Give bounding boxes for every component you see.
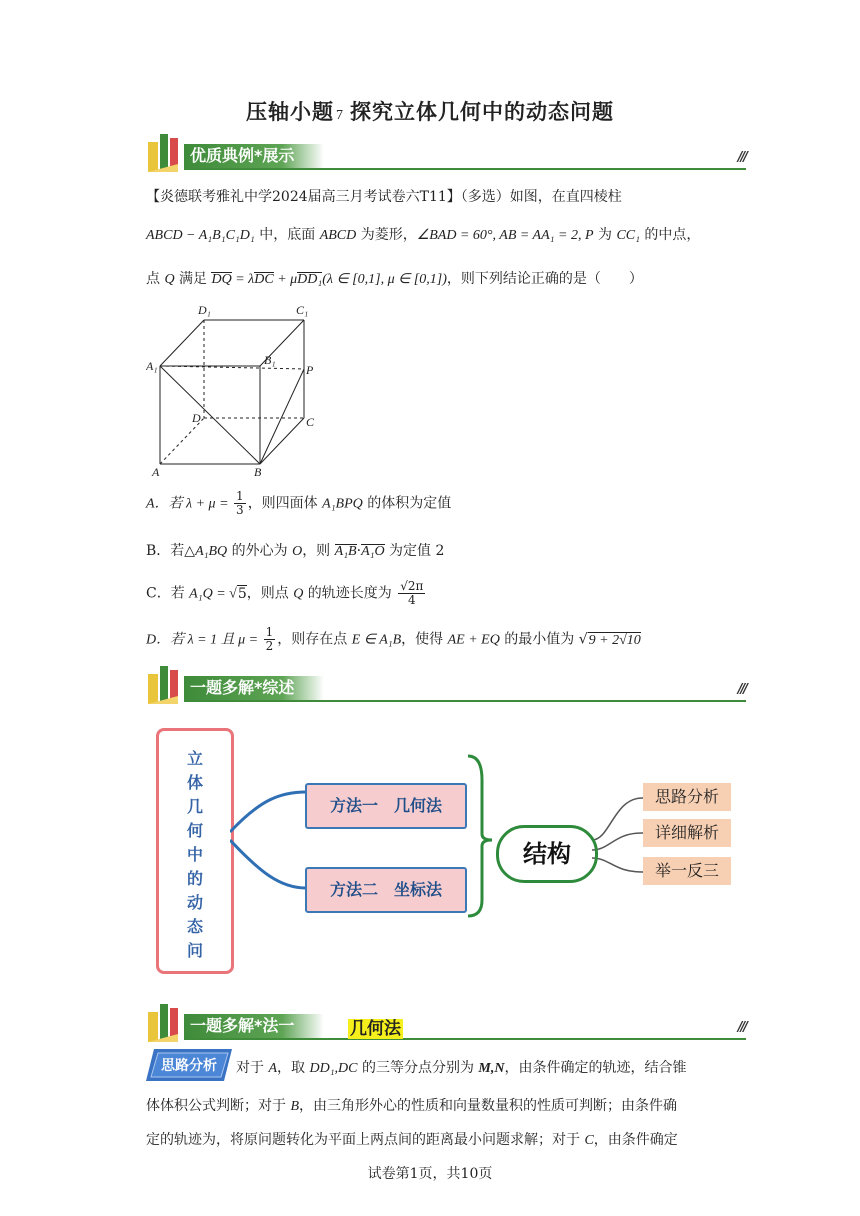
banner-label: 一题多解*法一: [184, 1014, 324, 1038]
label-d: D: [192, 411, 201, 425]
text: D．若 λ = 1 且 μ =: [146, 632, 262, 648]
math: O: [292, 544, 303, 559]
title-prefix: 压轴小题: [246, 100, 334, 124]
text: 为菱形，: [356, 227, 417, 243]
section-banner-example: [146, 132, 746, 174]
topic-char: 体: [186, 773, 203, 792]
label-b: B: [254, 465, 262, 479]
math-q: Q: [164, 272, 175, 287]
vector-dc: DC: [254, 272, 274, 287]
banner-slash: ///: [737, 150, 746, 165]
method-one-box: 方法一 几何法: [305, 783, 467, 829]
text: 对于: [236, 1060, 269, 1076]
option-b: [146, 540, 746, 560]
analysis-tag: 思路分析: [161, 1058, 217, 1074]
prism-figure: [146, 300, 326, 480]
section-banner-method1: [146, 1002, 746, 1044]
math: AE + EQ: [447, 632, 500, 648]
vector-dd1: DD₁: [297, 272, 323, 287]
text: ，由条件确定: [593, 1132, 678, 1148]
mindmap-center: 结构: [496, 825, 598, 883]
math-conditions: ∠BAD = 60°, AB = AA₁ = 2, P: [416, 228, 594, 243]
math: + μ: [273, 272, 298, 287]
problem-source-text: 【炎德联考雅礼中学2024届高三月考试卷六T11】（多选）如图，在直四棱柱: [146, 189, 622, 205]
label-p: P: [306, 363, 314, 377]
topic-char: 的: [186, 869, 203, 888]
denominator: 3: [236, 503, 244, 517]
method-heading-text: 几何法: [350, 1019, 401, 1039]
page-title: [0, 96, 860, 126]
section-banner-overview: [146, 664, 746, 706]
math-base: ABCD: [319, 228, 357, 243]
text: 中，底面: [254, 227, 320, 243]
math: A₁BPQ: [322, 496, 363, 512]
topic-char: 几: [186, 797, 203, 816]
text: 定的轨迹为，将原问题转化为平面上两点间的距离最小问题求解；对于: [146, 1132, 585, 1148]
fraction: [264, 626, 276, 653]
option-c: [146, 580, 746, 607]
text: ，则存在点: [277, 631, 352, 648]
mindmap-node-detail: 详细解析: [643, 819, 731, 847]
ruler-pencil-icon: [146, 664, 186, 706]
text: ，则四面体: [247, 495, 323, 512]
dot: ·: [356, 543, 362, 559]
text: 的轨迹长度为: [303, 585, 397, 602]
text: ，由条件确定的轨迹，结合锥: [504, 1060, 687, 1076]
vector: A₁B: [334, 544, 357, 559]
numerator: 1: [236, 489, 244, 503]
radicand: 5: [237, 585, 247, 602]
math: M,N: [478, 1061, 505, 1076]
math: A₁Q: [189, 586, 213, 602]
label-c: C: [306, 415, 315, 429]
math: DD₁,DC: [309, 1061, 358, 1076]
option-a: [146, 490, 746, 517]
label-b1: B₁: [264, 353, 276, 367]
banner-label: 优质典例*展示: [184, 144, 324, 168]
topic-char: 何: [186, 821, 203, 840]
problem-line-3: [146, 268, 746, 288]
text: ，则点: [246, 585, 294, 602]
title-number: 7: [336, 108, 344, 123]
banner-slash: ///: [737, 1020, 746, 1035]
method-two-box: 方法二 坐标法: [305, 867, 467, 913]
text: ，由三角形外心的性质和向量数量积的性质可判断；由条件确: [299, 1098, 678, 1114]
math: A: [268, 1061, 278, 1076]
text: ，则下列结论正确的是（ ）: [446, 271, 643, 287]
text: 满足: [174, 271, 212, 287]
fraction: [398, 580, 425, 607]
analysis-line-3: [146, 1130, 746, 1151]
mindmap-topic-box: [156, 728, 234, 974]
text: A．若 λ + μ =: [146, 496, 233, 512]
label-a: A: [152, 465, 160, 479]
math: C: [584, 1133, 594, 1148]
mindmap-topic-text: [159, 747, 231, 963]
banner-rule: [184, 1038, 746, 1040]
text: ，则: [302, 543, 335, 559]
text: B．若△: [146, 543, 196, 559]
denominator: 2: [265, 639, 274, 653]
math-range: (λ ∈ [0,1], μ ∈ [0,1]): [322, 272, 447, 287]
banner-slash: ///: [737, 682, 746, 697]
math-prism: ABCD − A₁B₁C₁D₁: [146, 228, 255, 243]
analysis-line-1: [236, 1058, 746, 1079]
label-a1: A₁: [146, 359, 158, 373]
vector: A₁O: [361, 544, 385, 559]
math: B: [290, 1099, 300, 1114]
mindmap-node-analysis: 思路分析: [643, 783, 731, 811]
banner-label: 一题多解*综述: [184, 676, 324, 700]
label-c1: C₁: [296, 303, 309, 317]
math: = λ: [231, 272, 255, 287]
text: ，取: [277, 1060, 310, 1076]
numerator: 1: [265, 625, 274, 639]
topic-char: 立: [186, 749, 203, 768]
ruler-pencil-icon: [146, 1002, 186, 1044]
text: 的三等分点分别为: [357, 1060, 479, 1076]
denominator: 4: [408, 593, 416, 607]
topic-char: 问: [186, 941, 203, 960]
banner-rule: [184, 700, 746, 702]
method-heading: [348, 1014, 403, 1039]
text: C．若: [146, 585, 190, 602]
problem-source: [146, 186, 746, 206]
topic-char: 中: [186, 845, 203, 864]
analysis-line-2: [146, 1096, 746, 1117]
topic-char: 态: [186, 917, 203, 936]
text: 体体积公式判断；对于: [146, 1098, 291, 1114]
text: 的体积为定值: [362, 495, 452, 512]
fraction: [234, 490, 246, 517]
problem-line-2: [146, 224, 746, 244]
radicand: 9 + 2√10: [588, 632, 641, 648]
math: = √: [212, 586, 237, 602]
banner-rule: [184, 168, 746, 170]
text: 的中点，: [639, 227, 701, 243]
numerator: √2π: [400, 579, 424, 593]
label-d1: D₁: [198, 303, 211, 317]
title-main: 探究立体几何中的动态问题: [350, 100, 614, 124]
math: E ∈ A₁B: [351, 632, 402, 648]
text: 为定值 2: [384, 543, 445, 559]
text: 点: [146, 271, 165, 287]
text: 的外心为: [227, 543, 293, 559]
option-d: D．若 λ = 1 且 μ = $\frac{1}{2}$ ，则存在点 E ∈ A₁B，使得 AE + EQ 的最小值为 √9 + 2√10: [146, 625, 641, 653]
math: Q: [293, 586, 304, 602]
ruler-pencil-icon: [146, 132, 186, 174]
mindmap-node-extend: 举一反三: [643, 857, 731, 885]
math: A₁BQ: [195, 544, 228, 559]
text: ，使得: [401, 631, 448, 648]
math-edge: CC₁: [616, 228, 640, 243]
vector-dq: DQ: [211, 272, 232, 287]
text: 的最小值为: [499, 631, 579, 648]
page-footer: 试卷第1页，共10页: [367, 1166, 493, 1182]
text: 为: [593, 227, 617, 243]
topic-char: 动: [186, 893, 203, 912]
